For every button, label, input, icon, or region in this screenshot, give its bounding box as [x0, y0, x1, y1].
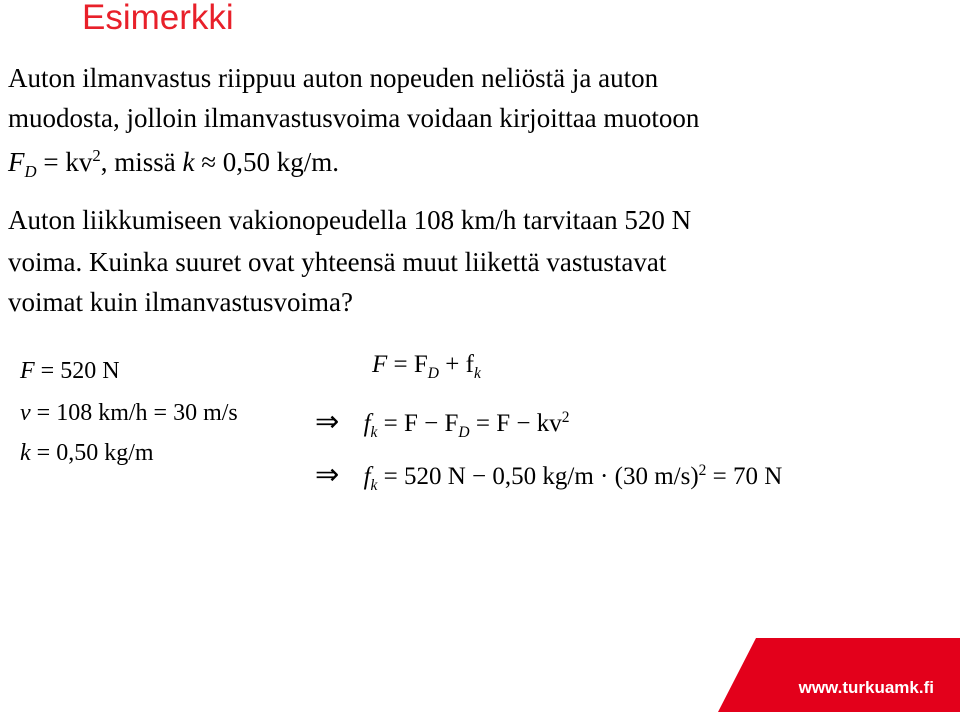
intro-line-2: muodosta, jolloin ilmanvastusvoima voidaan kirjoittaa muotoon [8, 103, 700, 133]
sol3-rest: = 520 N − 0,50 kg/m · (30 m/s) [383, 463, 699, 490]
given-force-var: F [20, 358, 35, 384]
sol2-exponent: 2 [561, 408, 570, 426]
formula-eq: = kv [43, 147, 93, 177]
implies-arrow-icon: ⇒ [315, 459, 340, 491]
sol3-f: f [363, 463, 371, 490]
sol1-sub-D: D [427, 364, 439, 382]
sol2-sub-D: D [458, 423, 470, 441]
sol2-f: f [363, 410, 371, 437]
given-velocity-var: v [20, 400, 31, 426]
sol2-sub-k: k [370, 423, 378, 441]
slide-title: Esimerkki [82, 0, 234, 37]
footer-url-link[interactable]: www.turkuamk.fi [798, 678, 934, 697]
sol2-rest1: = F − F [383, 410, 459, 437]
given-velocity [20, 400, 238, 427]
question-line-1: Auton liikkumiseen vakionopeudella 108 km/h tarvitaan 520 N [8, 205, 692, 235]
sol1-eq: = F [393, 351, 428, 378]
sol3-exponent: 2 [698, 461, 707, 479]
sol1-plus: + f [445, 351, 474, 378]
formula-k: k [182, 147, 195, 177]
drag-formula [8, 142, 339, 186]
sol3-result: = 70 N [712, 463, 783, 490]
question-line-2: voima. Kuinka suuret ovat yhteensä muut liikettä vastustavat [8, 247, 667, 277]
implies-arrow-icon: ⇒ [315, 406, 340, 438]
intro-line-1: Auton ilmanvastus riippuu auton nopeuden neliöstä ja auton [8, 63, 659, 93]
given-force-value: = 520 N [40, 358, 120, 384]
footer-notch [718, 638, 756, 712]
solution-line-1 [372, 351, 481, 382]
solution-line-2 [315, 404, 569, 439]
given-coefficient-var: k [20, 440, 31, 466]
sol1-F: F [372, 351, 388, 378]
formula-F: F [8, 147, 25, 177]
question-line-3: voimat kuin ilmanvastusvoima? [8, 287, 353, 317]
given-coefficient [20, 440, 154, 467]
formula-exponent: 2 [92, 145, 101, 165]
footer-banner [718, 638, 960, 712]
formula-sub-D: D [24, 162, 37, 182]
approx-symbol: ≈ [201, 147, 217, 177]
sol1-sub-k: k [473, 364, 481, 382]
sol3-sub-k: k [370, 476, 378, 494]
given-force [20, 358, 120, 385]
given-velocity-value: = 108 km/h = 30 m/s [36, 400, 238, 426]
formula-where: , missä [100, 147, 176, 177]
formula-k-value: 0,50 kg/m [222, 147, 333, 177]
sol2-rest2: = F − kv [475, 410, 562, 437]
formula-dot: . [332, 147, 340, 177]
given-coefficient-value: = 0,50 kg/m [36, 440, 154, 466]
solution-line-3 [315, 457, 782, 492]
